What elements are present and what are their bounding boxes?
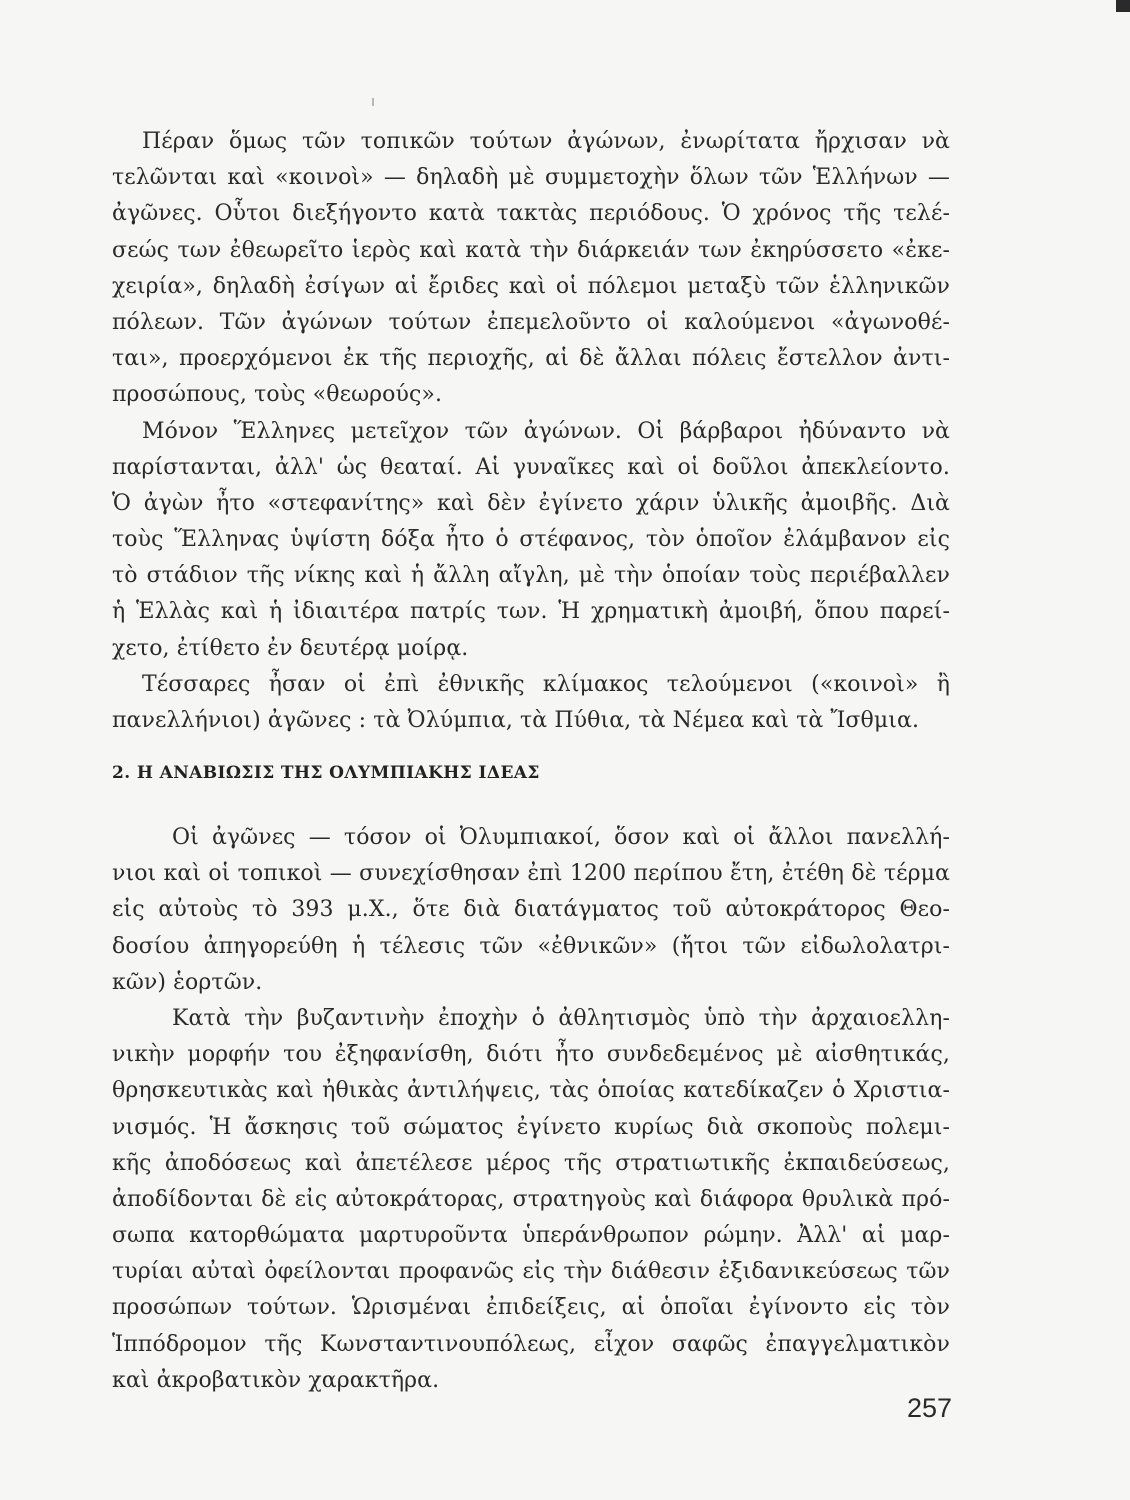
- paragraph-line: κῶν) ἑορτῶν.: [112, 969, 263, 995]
- paragraph-line: σεώς των ἐθεωρεῖτο ἱερὸς καὶ κατὰ τὴν διάρκειάν των ἐκηρύσσετο «ἐκε-: [112, 237, 950, 263]
- paragraph-line: θρησκευτικὰς καὶ ἠθικὰς ἀντιλήψεις, τὰς ὁποίας κατεδίκαζεν ὁ Χριστια-: [112, 1078, 950, 1104]
- bottom-text-block: [112, 820, 950, 1399]
- paragraph-line: ἡ Ἑλλὰς καὶ ἡ ἰδιαιτέρα πατρίς των. Ἡ χρηματικὴ ἀμοιβή, ὅπου παρεί-: [112, 599, 950, 625]
- paragraph-line: τελῶνται καὶ «κοινοὶ» — δηλαδὴ μὲ συμμετοχὴν ὅλων τῶν Ἑλλήνων —: [112, 165, 950, 191]
- paragraph-line: χειρία», δηλαδὴ ἐσίγων αἱ ἔριδες καὶ οἱ πόλεμοι μεταξὺ τῶν ἑλληνικῶν: [112, 273, 950, 299]
- paragraph-line: προσώπων τούτων. Ὡρισμέναι ἐπιδείξεις, αἱ ὁποῖαι ἐγίνοντο εἰς τὸν: [112, 1295, 950, 1321]
- paragraph-line: πανελλήνιοι) ἀγῶνες : τὰ Ὀλύμπια, τὰ Πύθια, τὰ Νέμεα καὶ τὰ Ἴσθμια.: [112, 708, 920, 733]
- section-heading: 2. Η ΑΝΑΒΙΩΣΙΣ ΤΗΣ ΟΛΥΜΠΙΑΚΗΣ ΙΔΕΑΣ: [112, 763, 540, 783]
- paragraph-line: ται», προερχόμενοι ἐκ τῆς περιοχῆς, αἱ δὲ ἄλλαι πόλεις ἔστελλον ἀντι-: [112, 346, 950, 372]
- paragraph-line: σωπα κατορθώματα μαρτυροῦντα ὑπεράνθρωπον ρώμην. Ἀλλ' αἱ μαρ-: [112, 1223, 950, 1249]
- paragraph-line: τυρίαι αὐταὶ ὀφείλονται προφανῶς εἰς τὴν διάθεσιν ἐξιδανικεύσεως τῶν: [112, 1259, 950, 1285]
- paragraph-line: νικὴν μορφήν του ἐξηφανίσθη, διότι ἦτο συνδεδεμένος μὲ αἰσθητικάς,: [112, 1042, 950, 1068]
- paragraph-line: Ὁ ἀγὼν ἦτο «στεφανίτης» καὶ δὲν ἐγίνετο χάριν ὑλικῆς ἀμοιβῆς. Διὰ: [112, 490, 950, 516]
- paragraph-line: χετο, ἐτίθετο ἐν δευτέρᾳ μοίρᾳ.: [112, 635, 469, 661]
- paragraph-line: παρίστανται, ἀλλ' ὡς θεαταί. Αἱ γυναῖκες καὶ οἱ δοῦλοι ἀπεκλείοντο.: [112, 454, 950, 480]
- paragraph-line: τοὺς Ἕλληνας ὑψίστη δόξα ἦτο ὁ στέφανος, τὸν ὁποῖον ἐλάμβανον εἰς: [112, 527, 950, 553]
- paragraph-line: Τέσσαρες ἦσαν οἱ ἐπὶ ἐθνικῆς κλίμακος τελούμενοι («κοινοὶ» ἢ: [142, 671, 950, 697]
- paragraph-line: εἰς αὐτοὺς τὸ 393 μ.Χ., ὅτε διὰ διατάγματος τοῦ αὐτοκράτορος Θεο-: [112, 897, 950, 923]
- paragraph-line: Οἱ ἀγῶνες — τόσον οἱ Ὀλυμπιακοί, ὅσον καὶ οἱ ἄλλοι πανελλή-: [172, 825, 950, 850]
- paragraph-line: Πέραν ὅμως τῶν τοπικῶν τούτων ἀγώνων, ἐνωρίτατα ἤρχισαν νὰ: [142, 129, 950, 154]
- paragraph-line: καὶ ἀκροβατικὸν χαρακτῆρα.: [112, 1367, 440, 1393]
- paragraph-line: Μόνον Ἕλληνες μετεῖχον τῶν ἀγώνων. Οἱ βάρβαροι ἠδύναντο νὰ: [142, 418, 950, 444]
- page-number: 257: [906, 1393, 952, 1423]
- paragraph-line: ἀποδίδονται δὲ εἰς αὐτοκράτορας, στρατηγοὺς καὶ διάφορα θρυλικὰ πρό-: [112, 1186, 950, 1212]
- paragraph-line: νισμός. Ἡ ἄσκησις τοῦ σώματος ἐγίνετο κυρίως διὰ σκοποὺς πολεμι-: [112, 1114, 950, 1140]
- paragraph-line: τὸ στάδιον τῆς νίκης καὶ ἡ ἄλλη αἴγλη, μὲ τὴν ὁποίαν τοὺς περιέβαλλεν: [112, 563, 950, 589]
- scan-corner-mark: [1116, 0, 1130, 12]
- paragraph-line: προσώπους, τοὺς «θεωρούς».: [112, 382, 443, 408]
- paragraph-line: ἀγῶνες. Οὗτοι διεξήγοντο κατὰ τακτὰς περιόδους. Ὁ χρόνος τῆς τελέ-: [112, 201, 950, 227]
- paragraph-line: δοσίου ἀπηγορεύθη ἡ τέλεσις τῶν «ἐθνικῶν» (ἤτοι τῶν εἰδωλολατρι-: [112, 933, 950, 959]
- paragraph-line: Κατὰ τὴν βυζαντινὴν ἐποχὴν ὁ ἀθλητισμὸς ὑπὸ τὴν ἀρχαιοελλη-: [172, 1005, 950, 1031]
- paragraph-line: κῆς ἀποδόσεως καὶ ἀπετέλεσε μέρος τῆς στρατιωτικῆς ἐκπαιδεύσεως,: [112, 1150, 950, 1176]
- paragraph-line: Ἱππόδρομον τῆς Κωνσταντινουπόλεως, εἶχον σαφῶς ἐπαγγελματικὸν: [112, 1331, 950, 1357]
- paragraph-line: πόλεων. Τῶν ἀγώνων τούτων ἐπεμελοῦντο οἱ καλούμενοι «ἀγωνοθέ-: [112, 309, 950, 335]
- top-text-block: [112, 124, 950, 739]
- top-tick-mark: [372, 98, 374, 106]
- paragraph-line: νιοι καὶ οἱ τοπικοὶ — συνεχίσθησαν ἐπὶ 1200 περίπου ἔτη, ἐτέθη δὲ τέρμα: [112, 861, 950, 887]
